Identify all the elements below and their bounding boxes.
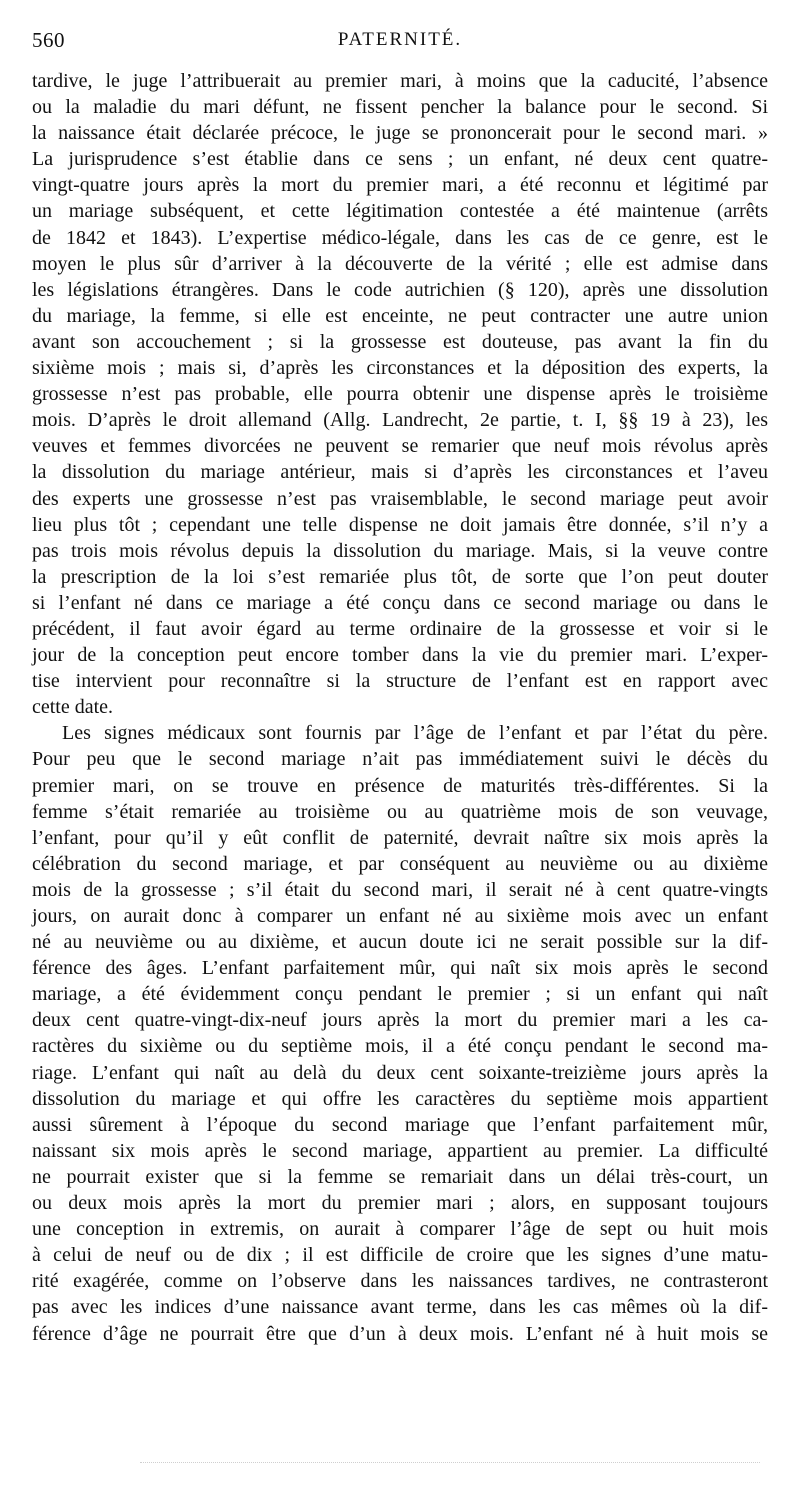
- text-line: jours, on aurait donc à comparer un enfant né au sixième mois avec un enfant: [32, 905, 768, 927]
- text-line: Pour peu que le second mariage n’ait pas immédiatement suivi le décès du: [32, 748, 768, 771]
- text-line: un mariage subséquent, et cette légitimation contestée a été maintenue (arrêts: [32, 200, 768, 223]
- text-line: aussi sûrement à l’époque du second mariage que l’enfant parfaitement mûr,: [32, 1113, 768, 1136]
- text-line: rité exagérée, comme on l’observe dans les naissances tardives, ne contrasteront: [32, 1270, 768, 1293]
- text-line: célébration du second mariage, et par conséquent au neuvième ou au dixième: [32, 852, 768, 875]
- paragraph-2: [32, 720, 768, 1346]
- text-line: la dissolution du mariage antérieur, mais si d’après les circonstances et l’aveu: [32, 461, 768, 484]
- text-line: à celui de neuf ou de dix ; il est difficile de croire que les signes d’une matu-: [32, 1244, 768, 1267]
- page-number: 560: [32, 28, 65, 52]
- text-line: lieu plus tôt ; cependant une telle dispense ne doit jamais être donnée, s’il n’y a: [32, 513, 768, 536]
- text-line: la prescription de la loi s’est remariée plus tôt, de sorte que l’on peut douter: [32, 565, 768, 588]
- text-line: ne pourrait exister que si la femme se remariait dans un délai très-court, un: [32, 1165, 768, 1188]
- text-line: précédent, il faut avoir égard au terme ordinaire de la grossesse et voir si le: [32, 617, 768, 640]
- text-line: des experts une grossesse n’est pas vraisemblable, le second mariage peut avoir: [32, 487, 768, 510]
- body-text: [32, 68, 768, 1347]
- text-line: mariage, a été évidemment conçu pendant le premier ; si un enfant qui naît: [32, 983, 768, 1006]
- text-line: riage. L’enfant qui naît au delà du deux cent soixante-treizième jours après la: [32, 1061, 768, 1084]
- text-line: jour de la conception peut encore tomber dans la vie du premier mari. L’exper-: [32, 644, 768, 667]
- text-line: sixième mois ; mais si, d’après les circonstances et la déposition des experts, la: [32, 357, 768, 380]
- text-line: premier mari, on se trouve en présence de maturités très-différentes. Si la: [32, 774, 768, 797]
- text-line: naissant six mois après le second mariage, appartient au premier. La difficulté: [32, 1139, 768, 1162]
- text-line: tise intervient pour reconnaître si la structure de l’enfant est en rapport avec: [32, 670, 768, 693]
- page-header: [32, 28, 768, 58]
- text-line: une conception in extremis, on aurait à comparer l’âge de sept ou huit mois: [32, 1218, 768, 1241]
- running-head: PATERNITÉ.: [337, 29, 463, 50]
- paragraph-1: [32, 68, 768, 720]
- text-line: tardive, le juge l’attribuerait au premier mari, à moins que la caducité, l’absence: [32, 70, 768, 92]
- text-line: ou deux mois après la mort du premier mari ; alors, en supposant toujours: [32, 1192, 768, 1215]
- text-line: deux cent quatre-vingt-dix-neuf jours après la mort du premier mari a les ca-: [32, 1009, 768, 1032]
- text-line: pas avec les indices d’une naissance avant terme, dans les cas mêmes où la dif-: [32, 1296, 768, 1319]
- text-line: La jurisprudence s’est établie dans ce sens ; un enfant, né deux cent quatre-: [32, 148, 768, 171]
- text-line: Les signes médicaux sont fournis par l’âge de l’enfant et par l’état du père.: [62, 722, 768, 745]
- text-line: mois de la grossesse ; s’il était du second mari, il serait né à cent quatre-vingts: [32, 878, 768, 901]
- text-line: mois. D’après le droit allemand (Allg. Landrecht, 2e partie, t. I, §§ 19 à 23), les: [32, 409, 768, 432]
- text-line: férence d’âge ne pourrait être que d’un à deux mois. L’enfant né à huit mois se: [32, 1322, 768, 1345]
- text-line: si l’enfant né dans ce mariage a été conçu dans ce second mariage ou dans le: [32, 591, 768, 614]
- text-line: dissolution du mariage et qui offre les caractères du septième mois appartient: [32, 1087, 768, 1110]
- text-line: cette date.: [32, 696, 114, 719]
- text-line: les législations étrangères. Dans le code autrichien (§ 120), après une dissolution: [32, 278, 768, 301]
- text-line: l’enfant, pour qu’il y eût conflit de paternité, devrait naître six mois après la: [32, 826, 768, 849]
- text-line: ou la maladie du mari défunt, ne fissent pencher la balance pour le second. Si: [32, 96, 768, 119]
- text-line: ractères du sixième ou du septième mois, il a été conçu pendant le second ma-: [32, 1035, 768, 1058]
- text-line: veuves et femmes divorcées ne peuvent se remarier que neuf mois révolus après: [32, 435, 768, 458]
- text-line: de 1842 et 1843). L’expertise médico-légale, dans les cas de ce genre, est le: [32, 226, 768, 249]
- text-line: pas trois mois révolus depuis la dissolution du mariage. Mais, si la veuve contre: [32, 539, 768, 562]
- text-line: la naissance était déclarée précoce, le juge se prononcerait pour le second mari. »: [32, 122, 768, 145]
- faint-bottom-rule: [140, 1462, 760, 1464]
- text-line: grossesse n’est pas probable, elle pourra obtenir une dispense après le troisième: [32, 383, 768, 406]
- text-line: moyen le plus sûr d’arriver à la découverte de la vérité ; elle est admise dans: [32, 252, 768, 275]
- text-line: férence des âges. L’enfant parfaitement mûr, qui naît six mois après le second: [32, 957, 768, 980]
- text-line: femme s’était remariée au troisième ou au quatrième mois de son veuvage,: [32, 800, 768, 823]
- text-line: né au neuvième ou au dixième, et aucun doute ici ne serait possible sur la dif-: [32, 931, 768, 954]
- text-line: du mariage, la femme, si elle est enceinte, ne peut contracter une autre union: [32, 304, 768, 327]
- text-line: avant son accouchement ; si la grossesse est douteuse, pas avant la fin du: [32, 330, 768, 353]
- text-line: vingt-quatre jours après la mort du premier mari, a été reconnu et légitimé par: [32, 174, 768, 197]
